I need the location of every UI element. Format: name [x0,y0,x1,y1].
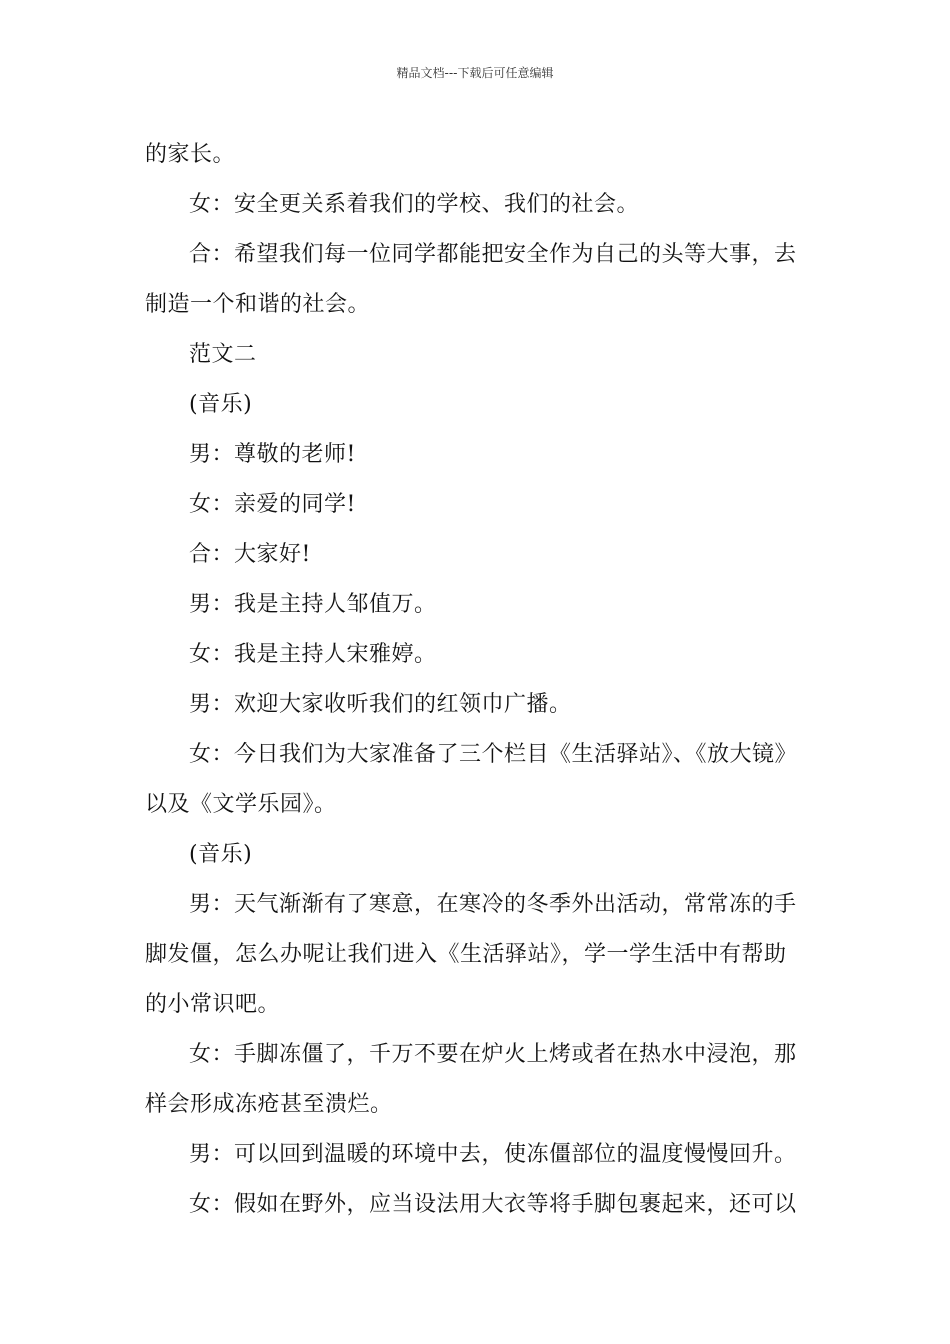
page-header: 精品文档---下载后可任意编辑 [396,66,554,80]
paragraph: 女：今日我们为大家准备了三个栏目《生活驿站》、《放大镜》以及《文学乐园》。 [145,742,798,817]
paragraph: 合：希望我们每一位同学都能把安全作为自己的头等大事，去制造一个和谐的社会。 [145,242,797,317]
document-body [145,130,807,1230]
paragraph: 的家长。 [145,142,236,167]
paragraph: 女：我是主持人宋雅婷。 [189,642,437,667]
paragraph: 合：大家好! [189,542,311,567]
paragraph: 女：亲爱的同学! [189,492,356,517]
stage-direction: (音乐) [189,392,253,417]
stage-direction: (音乐) [189,842,253,867]
paragraph: 男：尊敬的老师! [189,442,356,467]
paragraph: 男：天气渐渐有了寒意，在寒冷的冬季外出活动，常常冻的手脚发僵，怎么办呢让我们进入《生活驿站》，学一学生活中有帮助的小常识吧。 [145,892,797,1017]
paragraph: 女：安全更关系着我们的学校、我们的社会。 [189,192,640,217]
paragraph: 女：手脚冻僵了，千万不要在炉火上烤或者在热水中浸泡，那样会形成冻疮甚至溃烂。 [145,1042,797,1117]
paragraph: 男：欢迎大家收听我们的红领巾广播。 [189,692,572,717]
paragraph: 男：可以回到温暖的环境中去，使冻僵部位的温度慢慢回升。 [189,1142,797,1167]
paragraph: 女：假如在野外，应当设法用大衣等将手脚包裹起来，还可以 [189,1192,797,1217]
section-title: 范文二 [189,342,257,367]
paragraph: 男：我是主持人邹值万。 [189,592,437,617]
